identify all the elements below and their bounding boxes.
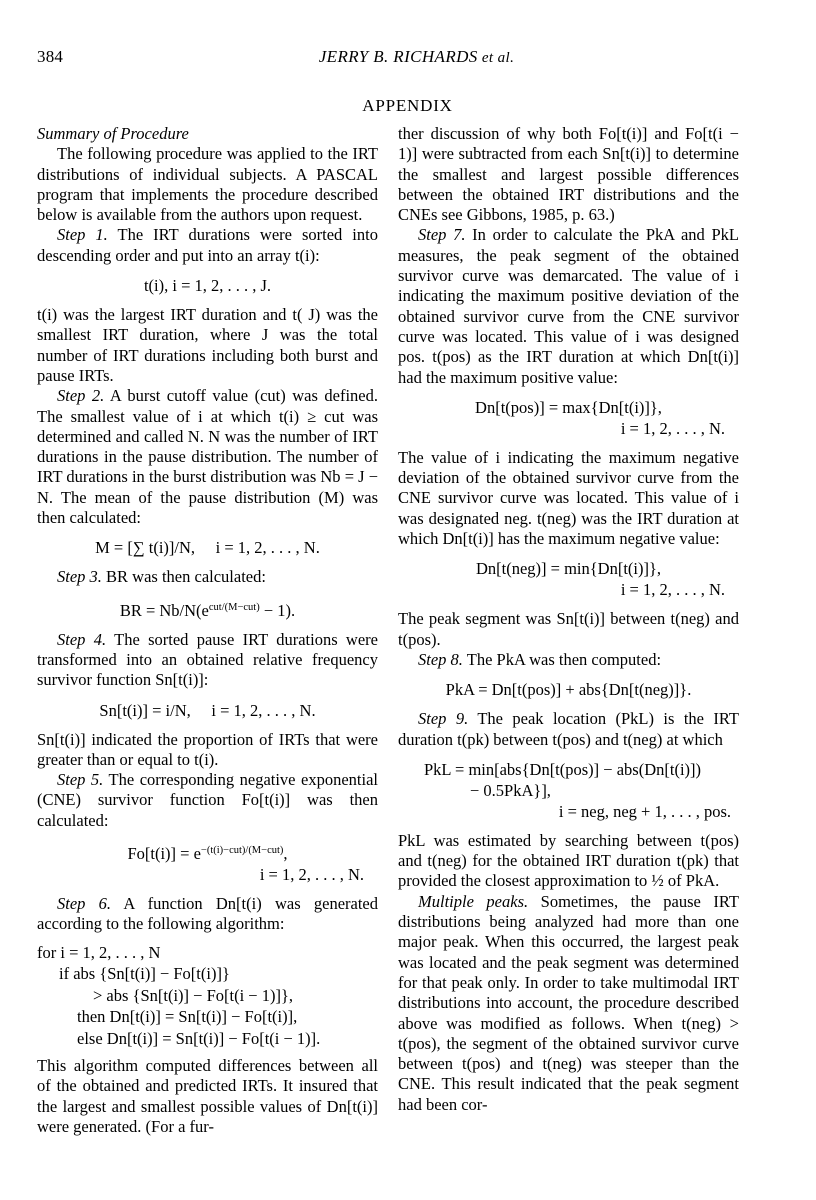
algorithm-line-1: for i = 1, 2, . . . , N xyxy=(37,942,161,962)
equation-PkA: PkA = Dn[t(pos)] + abs{Dn[t(neg)]}. xyxy=(445,680,692,700)
multiple-peaks-text: Sometimes, the pause IRT distributions being analyzed had more than one major peak. When this occurred, the largest peak was located and the peak segment was determined for that peak only. In order to take multimodal IRT distributions into account, the procedure described above was modified as follows. When t(neg) > t(pos), the segment of the obtained survivor curve between t(pos) and t(neg) was steeper than the CNE. This result indicated that the peak segment had been cor- xyxy=(398,891,739,1114)
step6-text: A function Dn[t(i) was generated according to the following algorithm: xyxy=(37,894,378,934)
paragraph-closing-left: This algorithm computed differences between all of the obtained and predicted IRTs. It insured that the largest and smallest possible values of Dn[t(i)] were generated. (For a fur- xyxy=(37,1056,378,1136)
step4-text: The sorted pause IRT durations were transformed into an obtained relative frequency survivor function Sn[t(i)]: xyxy=(37,629,378,690)
column-left xyxy=(37,124,378,1137)
step8-label: Step 8. xyxy=(418,649,463,669)
equation-BR-post: − 1). xyxy=(259,600,296,620)
equation-PkL xyxy=(398,759,739,822)
paragraph-step3 xyxy=(37,567,378,587)
algorithm-line-2: if abs {Sn[t(i)] − Fo[t(i)]} xyxy=(59,964,230,984)
equation-t-i: t(i), i = 1, 2, . . . , J. xyxy=(143,276,272,296)
running-head-authors: JERRY B. RICHARDS xyxy=(318,47,478,66)
paragraph-step1 xyxy=(37,225,378,266)
step2-label: Step 2. xyxy=(57,386,105,406)
equation-BR xyxy=(37,597,378,621)
paragraph-step9 xyxy=(398,709,739,750)
running-head-title xyxy=(37,47,778,67)
equation-PkL-line-3: i = neg, neg + 1, . . . , pos. xyxy=(558,801,731,821)
paragraph-after-eq8: The peak segment was Sn[t(i)] between t(neg) and t(pos). xyxy=(398,609,739,649)
step9-label: Step 9. xyxy=(418,709,469,729)
equation-mean-M-range: i = 1, 2, . . . , N. xyxy=(215,538,320,558)
paragraph-step5 xyxy=(37,770,378,831)
step1-label: Step 1. xyxy=(57,225,108,245)
multiple-peaks-label: Multiple peaks. xyxy=(418,891,529,911)
appendix-heading: APPENDIX xyxy=(362,96,453,115)
equation-Dn-neg-range: i = 1, 2, . . . , N. xyxy=(620,580,725,600)
equation-Fo-range: i = 1, 2, . . . , N. xyxy=(259,865,364,885)
paragraph-continued: ther discussion of why both Fo[t(i)] and Fo[t(i − 1)] were subtracted from each Sn[t(i)] to determine the smallest and largest possible differences between the obtained IRT distributions and the CNEs see Gibbons, 1985, p. 63.) xyxy=(398,124,739,225)
step4-label: Step 4. xyxy=(57,629,107,649)
equation-Sn xyxy=(37,700,378,721)
equation-Fo-exponent: −(t(i)−cut)/(M−cut) xyxy=(200,845,284,857)
equation-Sn-range: i = 1, 2, . . . , N. xyxy=(211,700,316,720)
equation-BR-pre: BR = Nb/N(e xyxy=(119,600,209,620)
paragraph-intro: The following procedure was applied to the IRT distributions of individual subjects. A PASCAL program that implements the procedure described below is available from the authors upon request. xyxy=(37,144,378,225)
paragraph-step4 xyxy=(37,630,378,691)
paragraph-multiple-peaks xyxy=(398,892,739,1115)
equation-BR-exponent: cut/(M−cut) xyxy=(208,601,260,613)
equation-PkL-line-2: − 0.5PkA}], xyxy=(470,780,551,800)
algorithm-line-3: > abs {Sn[t(i)] − Fo[t(i − 1)]}, xyxy=(93,985,294,1005)
equation-Dn-neg xyxy=(398,558,739,600)
algorithm-block xyxy=(37,942,378,1050)
step6-label: Step 6. xyxy=(57,894,112,914)
step2-text: A burst cutoff value (cut) was defined. The smallest value of i at which t(i) ≥ cut was determined and called N. N was the number of IRT durations in the pause distribution. The number of IRT durations in the burst distribution was Nb = J − N. The mean of the pause distribution (M) was then calculated: xyxy=(37,386,378,528)
running-head xyxy=(37,47,778,69)
equation-PkL-line-1: PkL = min[abs{Dn[t(pos)] − abs(Dn[t(i)]) xyxy=(424,759,702,779)
page-number: 384 xyxy=(37,47,64,66)
section-subheading: Summary of Procedure xyxy=(37,124,189,143)
equation-mean-M-main: M = [∑ t(i)]/N, xyxy=(95,538,196,558)
equation-Fo xyxy=(37,840,378,885)
equation-Fo-post: , xyxy=(283,844,288,864)
equation-Dn-neg-main: Dn[t(neg)] = min{Dn[t(i)]}, xyxy=(475,559,662,579)
paragraph-after-eq7: The value of i indicating the maximum negative deviation of the obtained survivor curve from the CNE survivor curve was located. This value of i was designated neg. t(neg) was the IRT duration at which Dn[t(i)] has the maximum negative value: xyxy=(398,447,739,549)
step5-text: The corresponding negative exponential (CNE) survivor function Fo[t(i)] was then calculated: xyxy=(37,770,378,830)
equation-Dn-pos xyxy=(398,397,739,439)
step8-text: The PkA was then computed: xyxy=(462,649,662,669)
equation-Dn-pos-range: i = 1, 2, . . . , N. xyxy=(620,418,725,438)
step1-text: The IRT durations were sorted into descending order and put into an array t(i): xyxy=(37,225,378,265)
paragraph-step2 xyxy=(37,386,378,528)
step7-text: In order to calculate the PkA and PkL measures, the peak segment of the obtained survivor curve was demarcated. The value of i indicating the maximum positive deviation of the obtained survivor curve from the CNE survivor curve was located. This value of i was designed pos. t(pos) as the IRT duration at which Dn[t(i)] had the maximum positive value: xyxy=(398,225,739,387)
equation-Fo-pre: Fo[t(i)] = e xyxy=(127,844,201,864)
equation-mean-M xyxy=(37,537,378,558)
paragraph-step6 xyxy=(37,894,378,935)
step3-label: Step 3. xyxy=(57,567,102,587)
step3-text: BR was then calculated: xyxy=(101,567,266,587)
paragraph-after-eq4: Sn[t(i)] indicated the proportion of IRTs that were greater than or equal to t(i). xyxy=(37,729,378,769)
algorithm-line-5: else Dn[t(i)] = Sn[t(i)] − Fo[t(i − 1)]. xyxy=(77,1028,321,1048)
equation-Sn-main: Sn[t(i)] = i/N, xyxy=(99,700,191,720)
paragraph-step7 xyxy=(398,225,739,387)
algorithm-line-4: then Dn[t(i)] = Sn[t(i)] − Fo[t(i)], xyxy=(77,1007,298,1027)
column-right xyxy=(398,124,739,1115)
step7-label: Step 7. xyxy=(418,225,466,245)
equation-Dn-pos-main: Dn[t(pos)] = max{Dn[t(i)]}, xyxy=(475,397,662,417)
paragraph-step8 xyxy=(398,650,739,670)
paragraph-after-eq10: PkL was estimated by searching between t(pos) and t(neg) for the obtained IRT duration t(pk) that provided the closest approximation to ½ of PkA. xyxy=(398,830,739,891)
running-head-etal: et al. xyxy=(481,50,515,66)
step9-text: The peak location (PkL) is the IRT duration t(pk) between t(pos) and t(neg) at which xyxy=(398,709,739,749)
step5-label: Step 5. xyxy=(57,770,104,790)
paragraph-after-eq1: t(i) was the largest IRT duration and t( J) was the smallest IRT duration, where J was the total number of IRT durations including both burst and pause IRTs. xyxy=(37,305,378,385)
